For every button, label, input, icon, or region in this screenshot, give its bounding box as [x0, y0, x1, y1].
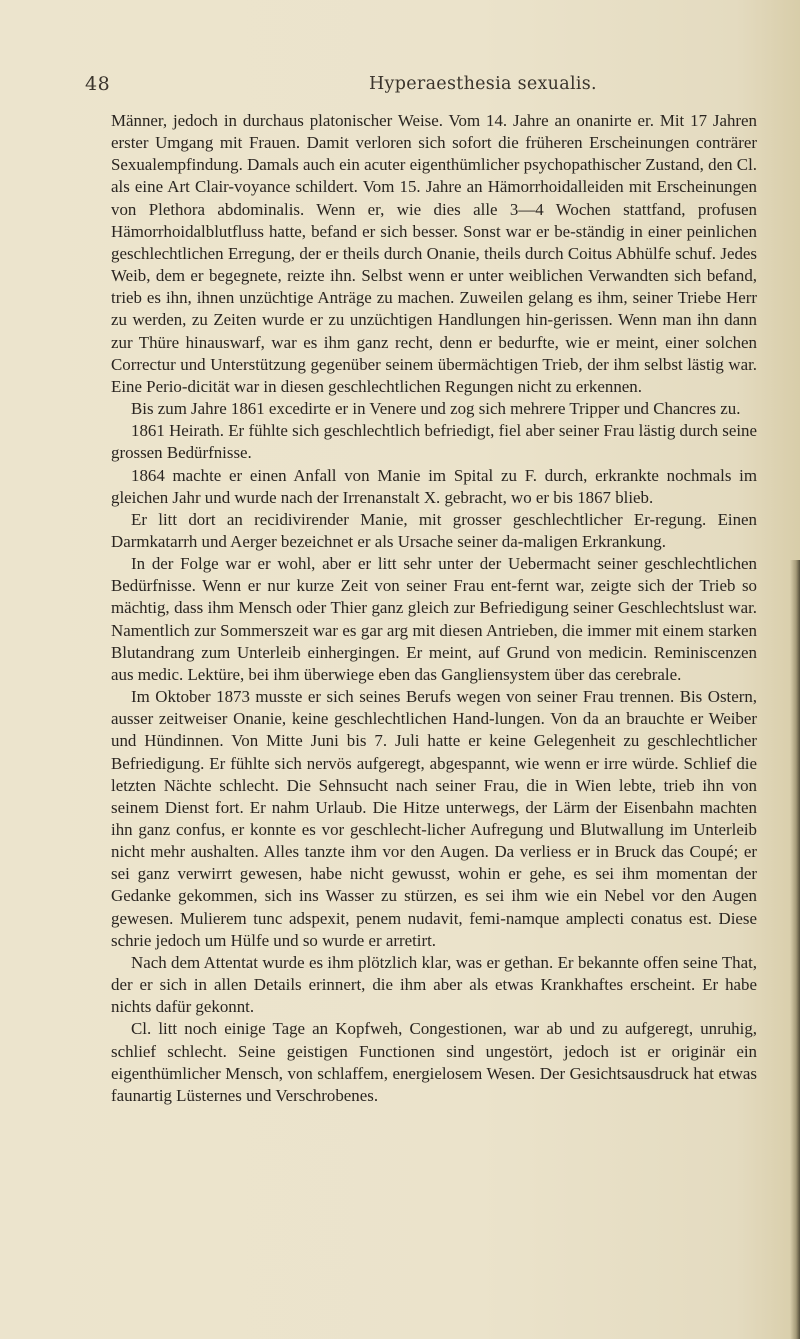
paragraph-5: Er litt dort an recidivirender Manie, mit grosser geschlechtlicher Er-regung. Einen Darmkatarrh und Aerger bezeichnet er als Ursache seiner da-maligen Erkrankung. — [111, 509, 757, 551]
paragraph-6: In der Folge war er wohl, aber er litt sehr unter der Uebermacht seiner geschlechtlichen Bedürfnisse. Wenn er nur kurze Zeit von seiner Frau ent-fernt war, zeigte sich der Trieb so mächtig, dass ihm Mensch oder Thier ganz gleich zur Befriedigung seiner Geschlechtslust war. Namentlich zur Sommerszeit war es gar arg mit diesen Antrieben, die immer mit einem starken Blutandrang zum Unterleib einhergingen. Er meint, auf Grund von medicin. Reminiscenzen aus medic. Lektüre, bei ihm überwiege eben das Gangliensystem über das cerebrale. — [111, 554, 757, 684]
paragraph-1: Männer, jedoch in durchaus platonischer Weise. Vom 14. Jahre an onanirte er. Mit 17 Jahren erster Umgang mit Frauen. Damit verloren sich sofort die früheren Erscheinungen conträrer Sexualempfindung. Damals auch ein acuter eigenthümlicher psychopathischer Zustand, den Cl. als eine Art Clair-voyance schildert. Vom 15. Jahre an Hämorrhoidalleiden mit Erscheinungen von Plethora abdominalis. Wenn er, wie dies alle 3—4 Wochen stattfand, profusen Hämorrhoidalblutfluss hatte, befand er sich besser. Sonst war er be-ständig in einer peinlichen geschlechtlichen Erregung, der er theils durch Onanie, theils durch Coitus Abhülfe schuf. Jedes Weib, dem er begegnete, reizte ihn. Selbst wenn er unter weiblichen Verwandten sich befand, trieb es ihn, ihnen unzüchtige Anträge zu machen. Zuweilen gelang es ihm, seiner Triebe Herr zu werden, zu Zeiten wurde er zu unzüchtigen Handlungen hin-gerissen. Wenn man ihn dann zur Thüre hinauswarf, war es ihm ganz recht, denn er bedurfte, wie er meint, einer solchen Correctur und Unterstützung gegenüber seinem übermächtigen Trieb, der ihm selbst lästig war. Eine Perio-dicität war in diesen geschlechtlichen Regungen nicht zu erkennen. — [111, 111, 757, 396]
page-header — [0, 73, 800, 103]
paragraph-4: 1864 machte er einen Anfall von Manie im Spital zu F. durch, erkrankte nochmals im gleichen Jahr und wurde nach der Irrenanstalt X. gebracht, wo er bis 1867 blieb. — [111, 465, 757, 507]
paragraph-2: Bis zum Jahre 1861 excedirte er in Venere und zog sich mehrere Tripper und Chancres zu. — [131, 399, 741, 419]
paragraph-7: Im Oktober 1873 musste er sich seines Berufs wegen von seiner Frau trennen. Bis Ostern, ausser zeitweiser Onanie, keine geschlechtlichen Hand-lungen. Von da an brauchte er Weiber und Hündinnen. Von Mitte Juni bis 7. Juli hatte er keine Gelegenheit zu geschlechtlicher Befriedigung. Er fühlte sich nervös aufgeregt, abgespannt, wie wenn er irre würde. Schlief die letzten Nächte schlecht. Die Sehnsucht nach seiner Frau, die in Wien lebte, trieb ihn von seinem Dienst fort. Er nahm Urlaub. Die Hitze unterwegs, der Lärm der Eisenbahn machten ihn ganz confus, er konnte es vor geschlecht-licher Aufregung und Blutwallung im Unterleib nicht mehr aushalten. Alles tanzte ihm vor den Augen. Da verliess er in Bruck das Coupé; er sei ganz verwirrt gewesen, habe nicht gewusst, wohin er gehe, es sei ihm momentan der Gedanke gekommen, sich ins Wasser zu stürzen, es sei ihm wie ein Nebel vor den Augen gewesen. Mulierem tunc adspexit, penem nudavit, femi-namque amplecti conatus est. Diese schrie jedoch um Hülfe und so wurde er arretirt. — [111, 687, 757, 950]
page-edge-shadow — [790, 560, 800, 1339]
paragraph-3: 1861 Heirath. Er fühlte sich geschlechtlich befriedigt, fiel aber seiner Frau lästig durch seine grossen Bedürfnisse. — [111, 421, 757, 463]
paragraph-8: Nach dem Attentat wurde es ihm plötzlich klar, was er gethan. Er bekannte offen seine That, der er sich in allen Details erinnert, die ihm aber als etwas Krankhaftes erscheint. Er habe nichts dafür gekonnt. — [111, 952, 757, 1017]
body-text — [111, 110, 757, 1107]
paragraph-9: Cl. litt noch einige Tage an Kopfweh, Congestionen, war ab und zu aufgeregt, unruhig, schlief schlecht. Seine geistigen Functionen sind ungestört, jedoch ist er originär ein eigenthümlicher Mensch, von schlaffem, energielosem Wesen. Der Gesichtsausdruck hat etwas faunartig Lüsternes und Verschrobenes. — [111, 1019, 757, 1105]
running-title: Hyperaesthesia sexualis. — [369, 74, 597, 94]
page-number: 48 — [85, 73, 111, 95]
